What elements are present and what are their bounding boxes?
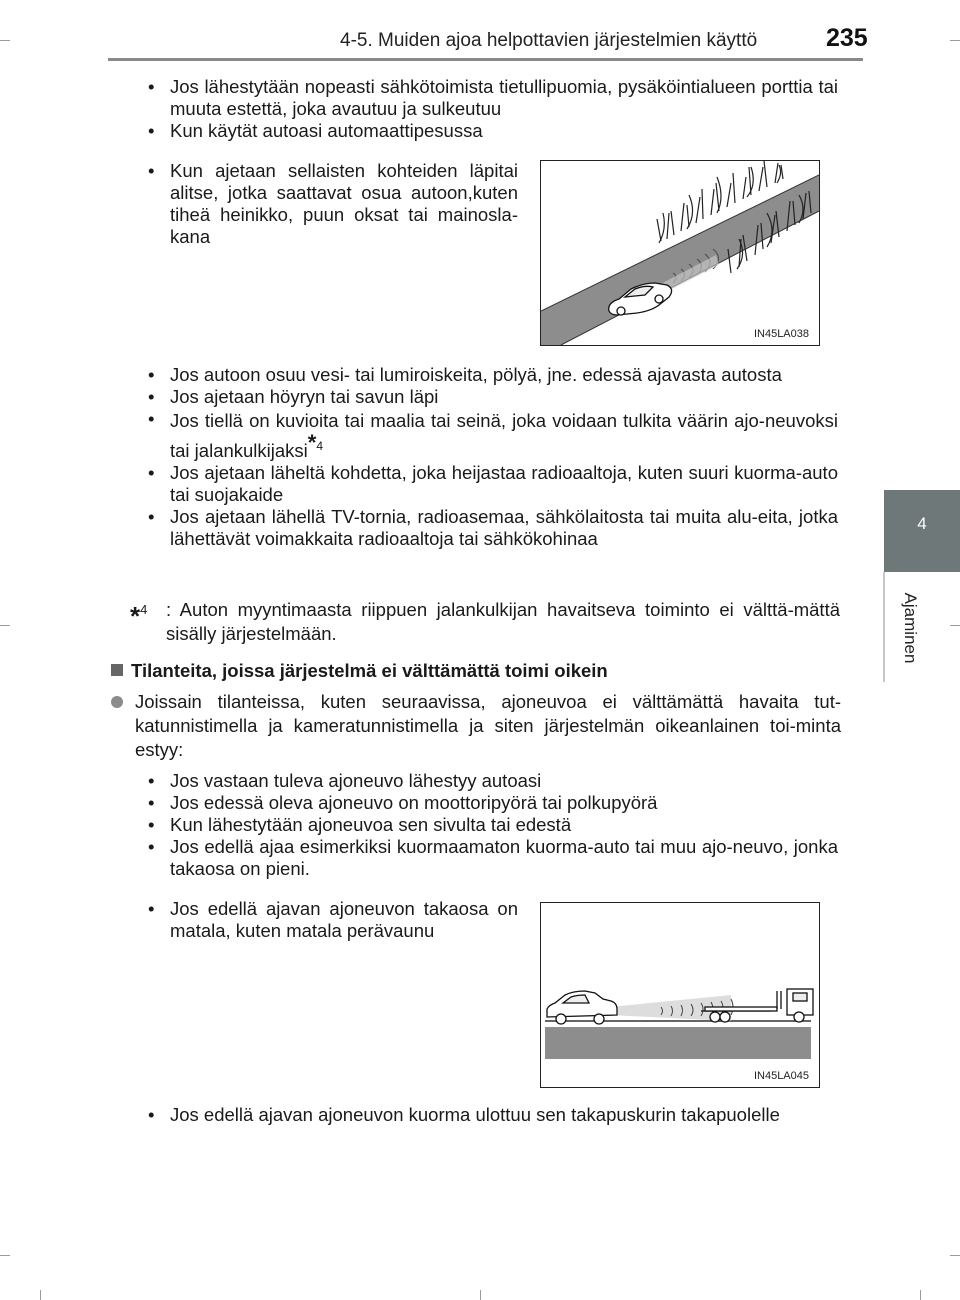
crop-mark — [0, 1255, 10, 1256]
section-intro — [111, 690, 841, 762]
list-item: • Jos autoon osuu vesi- tai lumiroiskeita, pölyä, jne. edessä ajavasta autosta — [148, 364, 838, 386]
list-item: • Jos edellä ajaa esimerkiksi kuormaamaton kuorma-auto tai muu ajo-neuvo, jonka takaosa on pieni. — [148, 836, 838, 880]
chapter-number: 4 — [917, 514, 927, 533]
list-item: • Jos edessä oleva ajoneuvo on moottoripyörä tai polkupyörä — [148, 792, 838, 814]
list-item: • Jos ajetaan höyryn tai savun läpi — [148, 386, 838, 408]
chapter-tab — [884, 490, 960, 572]
running-header: 4-5. Muiden ajoa helpottavien järjestelmien käyttö — [340, 30, 758, 51]
figure-vegetation-illustration — [540, 160, 820, 346]
vegetation-drawing — [541, 161, 819, 345]
figure-code: IN45LA045 — [753, 1070, 809, 1082]
list-item: • Kun käytät autoasi automaattipesussa — [148, 120, 838, 142]
lower-bullet-list — [148, 770, 838, 880]
list-item: • Jos ajetaan lähellä TV-tornia, radioasemaa, sähkölaitosta tai muita alu-eita, jotka lähettävät voimakkaita radioaaltoja tai sähkökohinaa — [148, 506, 838, 550]
list-item: • Jos edellä ajavan ajoneuvon kuorma ulottuu sen takapuskurin takapuolelle — [148, 1104, 838, 1126]
list-item: • Jos vastaan tuleva ajoneuvo lähestyy autoasi — [148, 770, 838, 792]
section-heading — [111, 660, 608, 682]
footnote-marker — [130, 598, 148, 632]
page-number: 235 — [826, 24, 868, 52]
section-heading-text: Tilanteita, joissa järjestelmä ei välttämättä toimi oikein — [131, 660, 608, 681]
figure1-bullet-list — [148, 160, 518, 248]
list-item: • Kun lähestytään ajoneuvoa sen sivulta tai edestä — [148, 814, 838, 836]
list-item: • Jos lähestytään nopeasti sähkötoimista tietullipuomia, pysäköintialueen porttia tai muuta estettä, joka avautuu ja sulkeutuu — [148, 76, 838, 120]
list-item-text: Jos tiellä on kuvioita tai maalia tai seinä, joka voidaan tulkita väärin ajo-neuvoksi tai jalankulkijaksi — [170, 410, 838, 462]
crop-mark — [950, 40, 960, 41]
footnote-ref-number: 4 — [316, 439, 324, 453]
middle-bullet-list — [148, 364, 838, 550]
top-bullet-list — [148, 76, 838, 142]
figure-trailer-illustration — [540, 902, 820, 1088]
footnote-star: * — [130, 601, 141, 632]
footnote-number: 4 — [140, 602, 148, 617]
crop-mark — [480, 1290, 481, 1300]
circle-bullet-icon — [111, 696, 123, 708]
list-item: • Jos edellä ajavan ajoneuvon takaosa on matala, kuten matala perävaunu — [148, 898, 518, 942]
section-intro-text: Joissain tilanteissa, kuten seuraavissa, ajoneuvoa ei välttämättä havaita tut-katunnistimella ja kameratunnistimella ja siten järjestelmän oikeanlainen toi-minta estyy: — [135, 691, 841, 760]
footnote-text: : Auton myyntimaasta riippuen jalankulkijan havaitseva toiminto ei välttä-mättä sisälly järjestelmään. — [166, 599, 840, 644]
footnote-star: * — [307, 430, 317, 455]
crop-mark — [950, 625, 960, 626]
crop-mark — [950, 1255, 960, 1256]
last-bullet-list — [148, 1104, 838, 1126]
footnote-reference — [307, 430, 324, 455]
square-bullet-icon — [111, 664, 123, 676]
trailer-drawing — [541, 903, 819, 1087]
figure2-bullet-list — [148, 898, 518, 942]
chapter-label: Ajaminen — [901, 592, 920, 664]
list-item: • Kun ajetaan sellaisten kohteiden läpitai alitse, jotka saattavat osua autoon,kuten tiheä heinikko, puun oksat tai mainosla-kana — [148, 160, 518, 248]
side-rule — [883, 572, 885, 682]
crop-mark — [0, 625, 10, 626]
crop-mark — [920, 1290, 921, 1300]
crop-mark — [40, 1290, 41, 1300]
footnote — [130, 598, 840, 646]
figure-code: IN45LA038 — [753, 328, 809, 340]
list-item: • Jos ajetaan läheltä kohdetta, joka heijastaa radioaaltoja, kuten suuri kuorma-auto tai suojakaide — [148, 462, 838, 506]
crop-mark — [0, 40, 10, 41]
list-item — [148, 408, 838, 462]
header-rule — [108, 58, 863, 61]
